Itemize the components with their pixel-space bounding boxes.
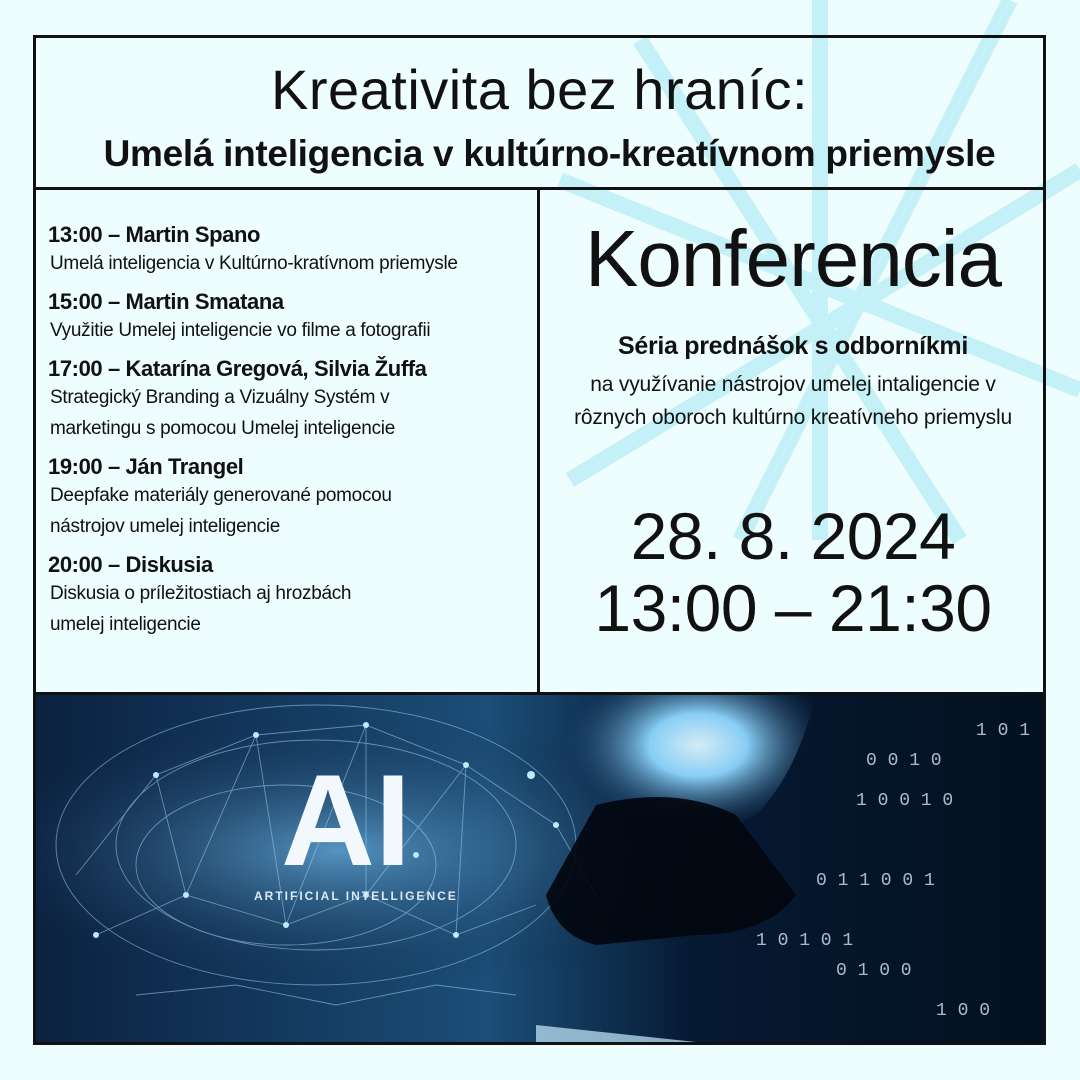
schedule-description: Deepfake materiály generované pomocou [50,485,392,506]
svg-text:0 0 1 0: 0 0 1 0 [866,751,942,771]
schedule-description: nástrojov umelej inteligencie [50,516,280,537]
schedule-description: Diskusia o príležitostiach aj hrozbách [50,583,352,604]
page-title: Kreativita bez hraníc: [270,58,809,121]
event-type: Konferencia [585,214,1001,303]
schedule-item [48,552,533,640]
schedule-time-speaker: 19:00 – Ján Trangel [48,454,244,479]
page-subtitle: Umelá inteligencia v kultúrno-kreatívnom priemysle [103,133,996,174]
ai-hero-image [36,695,1043,1042]
schedule-item [48,289,533,346]
svg-text:0 1 0 0: 0 1 0 0 [836,961,912,981]
event-date: 28. 8. 2024 [630,499,956,573]
event-info-panel [540,188,1046,692]
schedule-description: umelej inteligencie [50,614,201,635]
schedule-item [48,356,533,444]
schedule-item [48,222,533,279]
schedule-description: Umelá inteligencia v Kultúrno-kratívnom priemysle [50,253,458,274]
svg-text:1 0 1 0 1: 1 0 1 0 1 [756,931,854,951]
ai-logo-text: AI [281,747,411,893]
series-title: Séria prednášok s odborníkmi [617,332,969,360]
schedule-item [48,454,533,542]
schedule-description: Využitie Umelej inteligencie vo filme a fotografii [50,320,431,341]
schedule-time-speaker: 17:00 – Katarína Gregová, Silvia Žuffa [48,356,427,381]
schedule-description: Strategický Branding a Vizuálny Systém v [50,387,390,408]
svg-text:1 0 1: 1 0 1 [976,721,1031,741]
svg-text:1 0 0: 1 0 0 [936,1001,991,1021]
schedule-time-speaker: 15:00 – Martin Smatana [48,289,284,314]
svg-text:0 1 1 0 0 1: 0 1 1 0 0 1 [816,871,935,891]
poster-header [33,35,1046,190]
series-description: na využívanie nástrojov umelej intaligencie v rôznych oboroch kultúrno kreatívneho priemyslu [574,373,1012,429]
svg-text:1 0 0 1 0: 1 0 0 1 0 [856,791,954,811]
schedule-description: marketingu s pomocou Umelej inteligencie [50,418,395,439]
event-time: 13:00 – 21:30 [594,571,992,645]
schedule-list [48,222,533,650]
schedule-time-speaker: 20:00 – Diskusia [48,552,213,577]
schedule-time-speaker: 13:00 – Martin Spano [48,222,261,247]
ai-caption-text: ARTIFICIAL INTELLIGENCE [254,889,458,903]
